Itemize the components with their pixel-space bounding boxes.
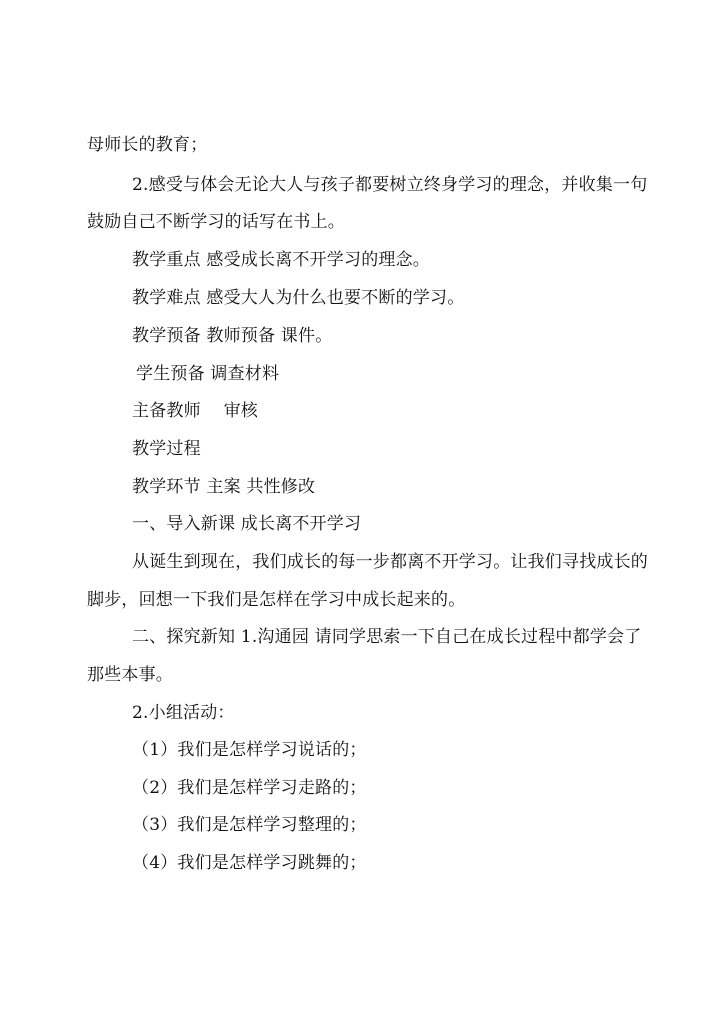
text-line: 学生预备 调查材料 [136,364,280,384]
text-line: 二、探究新知 1.沟通园 请同学思索一下自己在成长过程中都学会了 [132,627,642,647]
text-line: 母师长的教育； [87,135,208,155]
text-line: （2）我们是怎样学习走路的； [132,778,367,798]
text-line: （3）我们是怎样学习整理的； [132,815,367,835]
text-line: 那些本事。 [87,665,173,685]
text-line: 鼓励自己不断学习的话写在书上。 [87,212,345,232]
text-line: 2.小组活动： [132,703,235,723]
text-line: 脚步，回想一下我们是怎样在学习中成长起来的。 [87,590,466,610]
text-line: （1）我们是怎样学习说话的； [132,740,367,760]
text-line: 教学预备 教师预备 课件。 [132,326,333,346]
text-line: 2.感受与体会无论大人与孩子都要树立终身学习的理念，并收集一句 [132,175,648,195]
text-line: 一、导入新课 成长离不开学习 [132,514,362,534]
text-line: 教学环节 主案 共性修改 [132,477,316,497]
text-line: 教学难点 感受大人为什么也要不断的学习。 [132,288,465,308]
text-line: （4）我们是怎样学习跳舞的； [132,853,367,873]
text-line: 主备教师 审核 [132,401,259,421]
text-line: 从诞生到现在，我们成长的每一步都离不开学习。让我们寻找成长的 [132,552,648,572]
text-line: 教学过程 [132,439,201,459]
text-line: 教学重点 感受成长离不开学习的理念。 [132,250,431,270]
